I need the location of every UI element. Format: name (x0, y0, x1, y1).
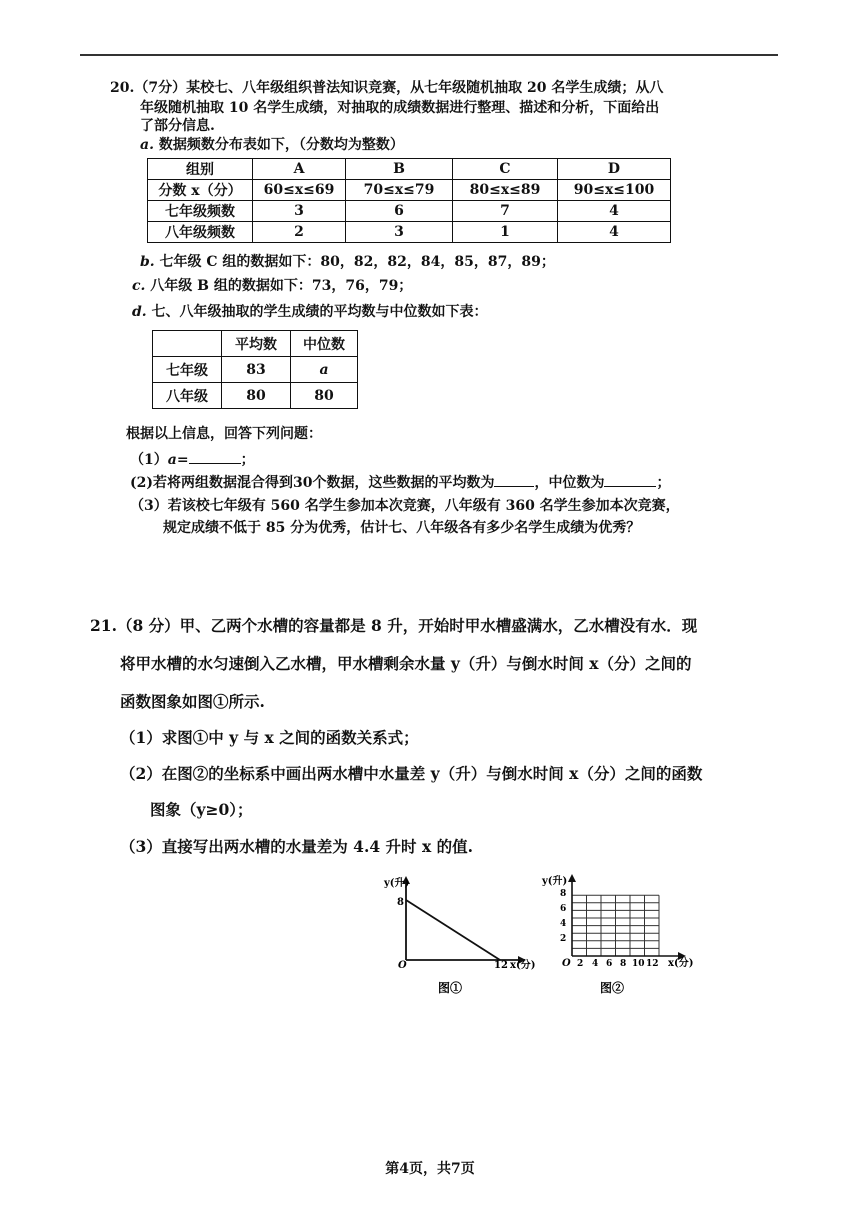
q20-sub3-line2: 规定成绩不低于 85 分为优秀，估计七、八年级各有多少名学生成绩为优秀？ (163, 520, 641, 536)
x-tick-label: 12 (646, 959, 659, 969)
table-row (148, 180, 671, 201)
table-cell: 2 (253, 222, 346, 243)
graph-1 (370, 870, 550, 1000)
item-b-text: 七年级 C 组的数据如下：80，82，82，84，85，87，89； (154, 254, 555, 270)
y-tick-label: 8 (397, 897, 404, 908)
origin-label: O (398, 960, 407, 971)
statistics-table (152, 330, 358, 409)
table-cell: 八年级 (153, 383, 222, 409)
x-tick-label: 4 (592, 959, 599, 969)
table-row (153, 357, 358, 383)
table-cell: 80 (291, 383, 358, 409)
sub1-eq: = (176, 452, 189, 468)
y-axis-label: y(升) (384, 878, 410, 889)
table-cell: 6 (346, 201, 453, 222)
x-tick-label: 12 (494, 960, 508, 971)
y-tick-label: 2 (560, 934, 567, 944)
table-cell: 3 (253, 201, 346, 222)
q21-sub2-line2: 图象（y≥0）； (150, 800, 253, 819)
q20-line2: 年级随机抽取 10 名学生成绩，对抽取的成绩数据进行整理、描述和分析，下面给出 (140, 100, 660, 116)
table-cell: 70≤x≤79 (346, 180, 453, 201)
table-cell: 7 (453, 201, 558, 222)
origin-label: O (562, 958, 571, 969)
sub1-number: （1） (130, 452, 168, 468)
table-cell: 80≤x≤89 (453, 180, 558, 201)
item-b-label: b. (140, 254, 155, 270)
page-footer: 第4页，共7页 (385, 1161, 475, 1177)
table-header-cell: 组别 (148, 159, 253, 180)
table-header-row (148, 159, 671, 180)
table-header-cell: 中位数 (291, 331, 358, 357)
table-header-row (153, 331, 358, 357)
table-cell: 60≤x≤69 (253, 180, 346, 201)
q21-line2: 将甲水槽的水匀速倒入乙水槽，甲水槽剩余水量 y（升）与倒水时间 x（分）之间的 (120, 654, 692, 673)
item-c-label: c. (132, 278, 146, 294)
x-tick-label: 2 (577, 959, 584, 969)
q20-item-d (132, 302, 488, 323)
sub2-text-b: ，中位数为 (534, 475, 605, 491)
table-row (148, 201, 671, 222)
table-cell: 1 (453, 222, 558, 243)
q21-sub3: （3）直接写出两水槽的水量差为 4.4 升时 x 的值. (120, 837, 473, 856)
table-row (148, 222, 671, 243)
table-cell: 分数 x（分） (148, 180, 253, 201)
sub1-end: ； (240, 452, 255, 468)
table-header-cell: D (558, 159, 671, 180)
q20-sub1 (130, 449, 255, 471)
q20-item-a (140, 135, 404, 156)
table-cell: 4 (558, 201, 671, 222)
q21-sub2-line1: （2）在图②的坐标系中画出两水槽中水量差 y（升）与倒水时间 x（分）之间的函数 (120, 764, 703, 783)
table-cell: a (291, 357, 358, 383)
table-header-cell (153, 331, 222, 357)
item-c-text: 八年级 B 组的数据如下：73，76，79； (145, 278, 413, 294)
q20-sub2 (130, 472, 670, 494)
item-d-label: d. (132, 304, 147, 320)
top-rule (80, 54, 778, 56)
table-header-cell: 平均数 (222, 331, 291, 357)
table-cell: 八年级频数 (148, 222, 253, 243)
q21-line1: 21.（8 分）甲、乙两个水槽的容量都是 8 升，开始时甲水槽盛满水，乙水槽没有水．现 (90, 616, 698, 635)
q20-sub3-line1: （3）若该校七年级有 560 名学生参加本次竞赛，八年级有 360 名学生参加本次竞赛， (130, 498, 680, 514)
y-axis-arrow-icon (568, 874, 576, 882)
answer-blank (189, 449, 241, 464)
y-tick-label: 8 (560, 889, 567, 899)
table-cell: 4 (558, 222, 671, 243)
table-row (153, 383, 358, 409)
q20-item-b (140, 252, 555, 273)
x-axis-label: x(分) (668, 958, 694, 969)
item-a-label: a. (140, 137, 154, 153)
q20-item-c (132, 276, 412, 297)
table-header-cell: A (253, 159, 346, 180)
answer-blank (604, 472, 656, 487)
table-cell: 80 (222, 383, 291, 409)
q20-line1: 20.（7分）某校七、八年级组织普法知识竞赛，从七年级随机抽取 20 名学生成绩；从八 (110, 80, 664, 96)
item-d-text: 七、八年级抽取的学生成绩的平均数与中位数如下表： (146, 304, 488, 320)
figure-caption: 图① (438, 981, 463, 995)
x-tick-label: 8 (620, 959, 627, 969)
y-tick-label: 6 (560, 904, 567, 914)
answer-blank (494, 472, 534, 487)
x-tick-label: 6 (606, 959, 613, 969)
q21-line3: 函数图象如图①所示. (120, 692, 265, 711)
table-header-cell: C (453, 159, 558, 180)
function-line (406, 900, 500, 960)
table-cell: 七年级 (153, 357, 222, 383)
figure-caption: 图② (600, 981, 625, 995)
item-a-text: 数据频数分布表如下，（分数均为整数） (153, 137, 404, 153)
x-axis-label: x(分) (510, 960, 536, 971)
sub1-var: a (167, 452, 177, 468)
y-tick-label: 4 (560, 919, 567, 929)
table-cell: 83 (222, 357, 291, 383)
sub2-text-c: ； (656, 475, 671, 491)
grid (572, 895, 659, 956)
q20-prompt: 根据以上信息，回答下列问题： (126, 426, 322, 442)
table-cell: 90≤x≤100 (558, 180, 671, 201)
sub2-text-a: (2)若将两组数据混合得到30个数据，这些数据的平均数为 (130, 475, 495, 491)
table-header-cell: B (346, 159, 453, 180)
y-axis-label: y(升) (542, 876, 568, 887)
table-cell: 3 (346, 222, 453, 243)
q20-line3: 了部分信息. (140, 118, 215, 134)
x-tick-label: 10 (632, 959, 645, 969)
q21-sub1: （1）求图①中 y 与 x 之间的函数关系式； (120, 728, 419, 747)
frequency-table (147, 158, 671, 243)
graph-2 (528, 870, 708, 1000)
table-cell: 七年级频数 (148, 201, 253, 222)
